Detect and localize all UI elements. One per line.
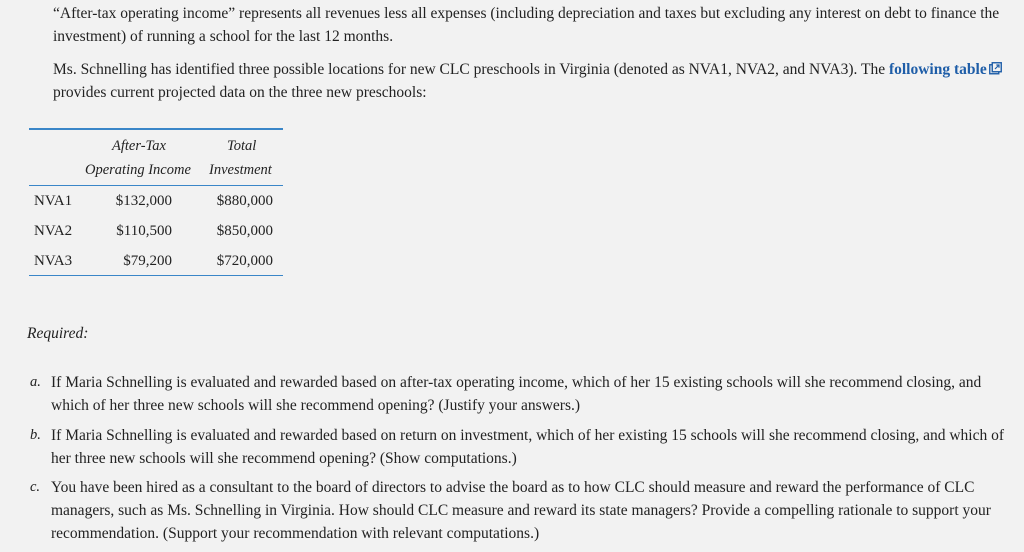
header-total: Total [227, 138, 257, 154]
question-letter: b. [30, 427, 41, 443]
question-text: You have been hired as a consultant to the board of directors to advise the board as to how CLC should measure and reward the performance of CLC managers, such as Ms. Schnelling in Virginia. How should CLC measure and reward its state managers? Provide a compelling rationale to support your recommendation. (Support your recommendation with relevant computations.) [51, 479, 991, 542]
required-heading: Required: [27, 325, 89, 342]
following-table-link[interactable]: following table [888, 61, 987, 78]
intro-paragraph-2-start: Ms. Schnelling has identified three possible locations for new CLC preschools in Virginia (denoted as NVA1, NVA2, and NVA3). The [53, 61, 889, 78]
table-bottom-rule [29, 275, 283, 276]
row-investment: $850,000 [216, 223, 273, 239]
row-income: $79,200 [123, 253, 172, 269]
row-income: $110,500 [116, 223, 172, 239]
header-after-tax: After-Tax [112, 138, 166, 154]
question-letter: a. [30, 374, 41, 390]
row-label: NVA2 [34, 223, 73, 239]
header-operating-income: Operating Income [85, 162, 191, 178]
row-income: $132,000 [115, 193, 172, 209]
popup-window-icon[interactable] [989, 59, 1002, 72]
question-a [30, 371, 1015, 417]
intro-paragraph-2 [53, 58, 1018, 104]
row-investment: $880,000 [216, 193, 273, 209]
question-text: If Maria Schnelling is evaluated and rewarded based on after-tax operating income, which of her 15 existing schools will she recommend closing, and which of her three new schools will she recommend opening? (Justify your answers.) [51, 374, 982, 414]
intro-paragraph-1: “After-tax operating income” represents all revenues less all expenses (including depreciation and taxes but excluding any interest on debt to finance the investment) of running a school for the last 12 months. [53, 5, 1000, 45]
header-rule [29, 185, 283, 186]
question-b [30, 424, 1015, 470]
question-letter: c. [30, 479, 41, 495]
question-text: If Maria Schnelling is evaluated and rewarded based on return on investment, which of her existing 15 schools will she recommend closing, and which of her three new schools will she recommend opening? (Show computations.) [51, 427, 1005, 467]
row-investment: $720,000 [216, 253, 273, 269]
row-label: NVA1 [34, 193, 73, 209]
row-label: NVA3 [34, 253, 73, 269]
table-top-rule [29, 128, 283, 130]
header-investment: Investment [209, 162, 272, 178]
intro-paragraph-2-end: provides current projected data on the three new preschools: [53, 84, 427, 101]
question-c [30, 476, 1015, 545]
